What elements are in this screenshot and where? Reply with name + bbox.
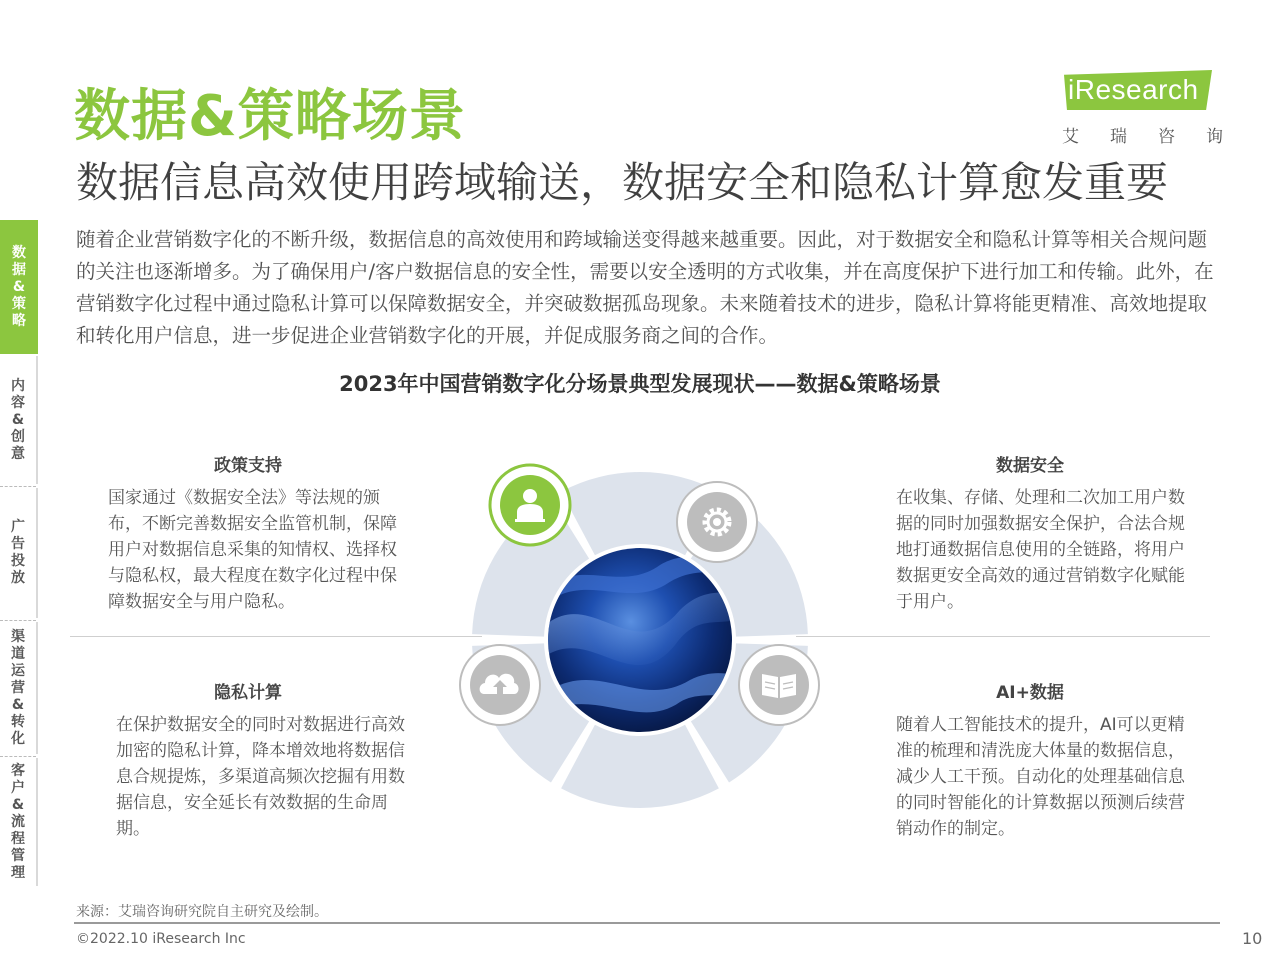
section-sidebar (0, 220, 38, 886)
privacy-body: 在保护数据安全的同时对数据进行高效加密的隐私计算，降本增效地将数据信息合规提炼，多渠道高频次挖掘有用数据信息，安全延长有效数据的生命周期。 (116, 715, 405, 839)
privacy-heading: 隐私计算 (214, 683, 282, 703)
footer-divider (74, 922, 1220, 924)
ring-segment (561, 725, 719, 808)
ai-body: 随着人工智能技术的提升，AI可以更精准的梳理和清洗庞大体量的数据信息，减少人工干预。自动化的处理基础信息的同时智能化的计算数据以预测后续营销动作的制定。 (896, 715, 1185, 839)
policy-heading: 政策支持 (214, 456, 282, 476)
figure-title: 2023年中国营销数字化分场景典型发展现状——数据&策略场景 (339, 372, 941, 396)
sidebar-item-data-strategy[interactable] (0, 220, 38, 354)
divider-right (796, 636, 1210, 637)
logo-cn-text: 艾瑞咨询 (1062, 127, 1254, 147)
privacy-icon-badge (460, 645, 540, 725)
ai-heading: AI+数据 (996, 683, 1064, 703)
sidebar-item-label: 渠道运营&转化 (11, 628, 25, 747)
iresearch-logo (1058, 66, 1254, 147)
copyright: ©2022.10 iResearch Inc (76, 931, 246, 947)
page-subtitle: 数据信息高效使用跨域输送，数据安全和隐私计算愈发重要 (76, 158, 1169, 207)
page-number: 10 (1242, 929, 1263, 948)
source-note: 来源：艾瑞咨询研究院自主研究及绘制。 (76, 904, 328, 920)
security-icon-badge (677, 482, 757, 562)
sidebar-divider (0, 756, 36, 757)
sidebar-item-label: 客户&流程管理 (11, 762, 25, 881)
sidebar-item-label: 数据&策略 (12, 244, 26, 329)
policy-body: 国家通过《数据安全法》等法规的颁布，不断完善数据安全监管机制，保障用户对数据信息采集的知情权、选择权与隐私权，最大程度在数字化过程中保障数据安全与用户隐私。 (108, 488, 397, 612)
page-title: 数据&策略场景 (74, 84, 466, 149)
ai-icon-badge (739, 645, 819, 725)
sidebar-item-customer-process[interactable] (0, 758, 38, 886)
divider-left (70, 636, 482, 637)
sidebar-item-channel-ops[interactable] (0, 622, 38, 754)
security-body: 在收集、存储、处理和二次加工用户数据的同时加强数据安全保护，合法合规地打通数据信息使用的全链路，将用户数据更安全高效的通过营销数字化赋能于用户。 (896, 488, 1185, 612)
ring-diagram (440, 440, 840, 840)
logo-brand-text: iResearch (1068, 74, 1199, 105)
sidebar-item-label: 内容&创意 (11, 377, 25, 462)
policy-icon-badge (490, 465, 570, 545)
sidebar-divider (0, 620, 36, 621)
security-heading: 数据安全 (996, 456, 1064, 476)
sidebar-item-ad-placement[interactable] (0, 488, 38, 618)
intro-paragraph: 随着企业营销数字化的不断升级，数据信息的高效使用和跨域输送变得越来越重要。因此，对于数据安全和隐私计算等相关合规问题的关注也逐渐增多。为了确保用户/客户数据信息的安全性，需要以安全透明的方式收集，并在高度保护下进行加工和传输。此外，在营销数字化过程中通过隐私计算可以保障数据安全，并突破数据孤岛现象。未来随着技术的进步，隐私计算将能更精准、高效地提取和转化用户信息，进一步促进企业营销数字化的开展，并促成服务商之间的合作。 (76, 228, 1214, 347)
sidebar-divider (0, 486, 36, 487)
sidebar-item-label: 广告投放 (11, 519, 25, 586)
